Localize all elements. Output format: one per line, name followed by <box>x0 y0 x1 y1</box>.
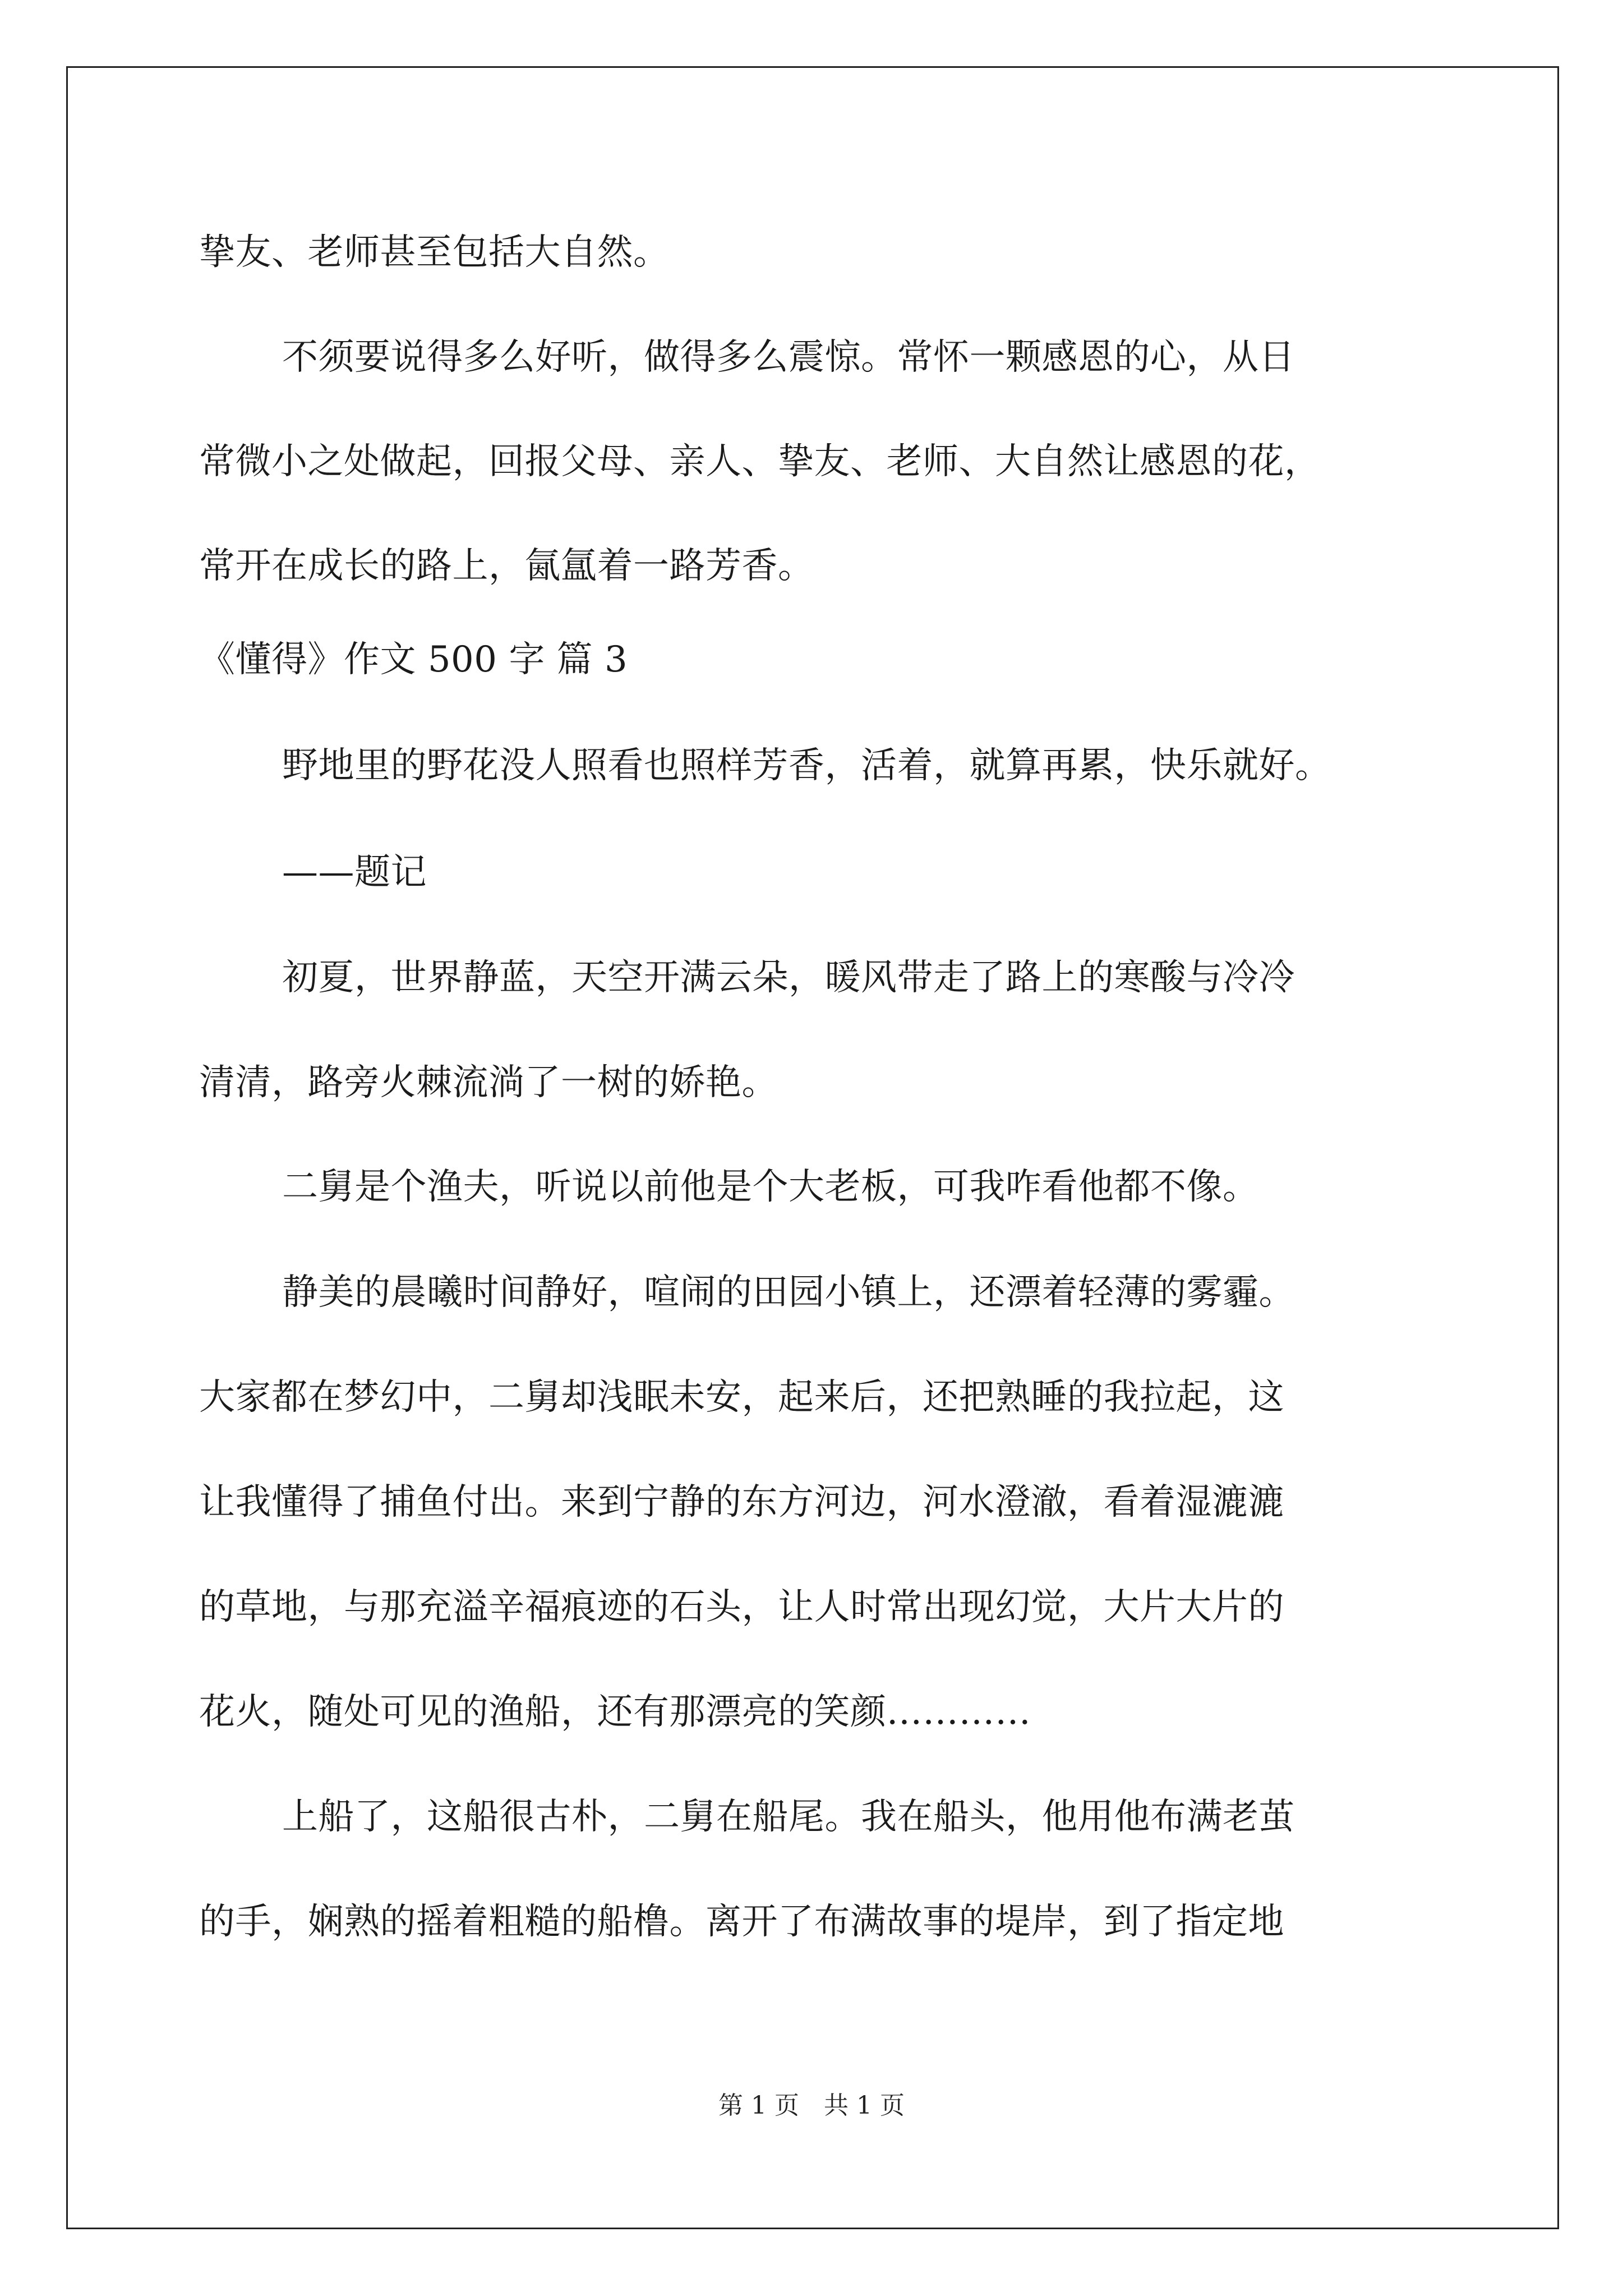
text-line: 初夏，世界静蓝，天空开满云朵，暖风带走了路上的寒酸与冷冷 <box>282 957 1295 999</box>
epigraph-attribution: ——题记 <box>282 852 427 893</box>
text-line: 花火，随处可见的渔船，还有那漂亮的笑颜………… <box>199 1691 1031 1733</box>
text-line: 让我懂得了捕鱼付出。来到宁静的东方河边，河水澄澈，看着湿漉漉 <box>199 1481 1284 1523</box>
text-line: 的草地，与那充溢辛福痕迹的石头，让人时常出现幻觉，大片大片的 <box>199 1586 1284 1628</box>
text-line: 常开在成长的路上，氤氲着一路芳香。 <box>199 545 814 587</box>
text-line: 上船了，这船很古朴，二舅在船尾。我在船头，他用他布满老茧 <box>282 1796 1295 1838</box>
text-line: 不须要说得多么好听，做得多么震惊。常怀一颗感恩的心，从日 <box>282 337 1295 378</box>
text-line: 二舅是个渔夫，听说以前他是个大老板，可我咋看他都不像。 <box>282 1166 1259 1208</box>
text-line: 静美的晨曦时间静好，喧闹的田园小镇上，还漂着轻薄的雾霾。 <box>282 1272 1295 1313</box>
section-heading: 《懂得》作文 500 字 篇 3 <box>199 639 628 680</box>
page-number-footer: 第 1 页 共 1 页 <box>718 2091 905 2120</box>
text-line: 清清，路旁火棘流淌了一树的娇艳。 <box>199 1062 778 1103</box>
text-line: 野地里的野花没人照看也照样芳香，活着，就算再累，快乐就好。 <box>282 745 1331 786</box>
text-line: 挚友、老师甚至包括大自然。 <box>199 232 670 273</box>
text-line: 常微小之处做起，回报父母、亲人、挚友、老师、大自然让感恩的花， <box>199 441 1321 482</box>
text-line: 大家都在梦幻中，二舅却浅眠未安，起来后，还把熟睡的我拉起，这 <box>199 1377 1284 1418</box>
text-line: 的手，娴熟的摇着粗糙的船橹。离开了布满故事的堤岸，到了指定地 <box>199 1901 1284 1943</box>
